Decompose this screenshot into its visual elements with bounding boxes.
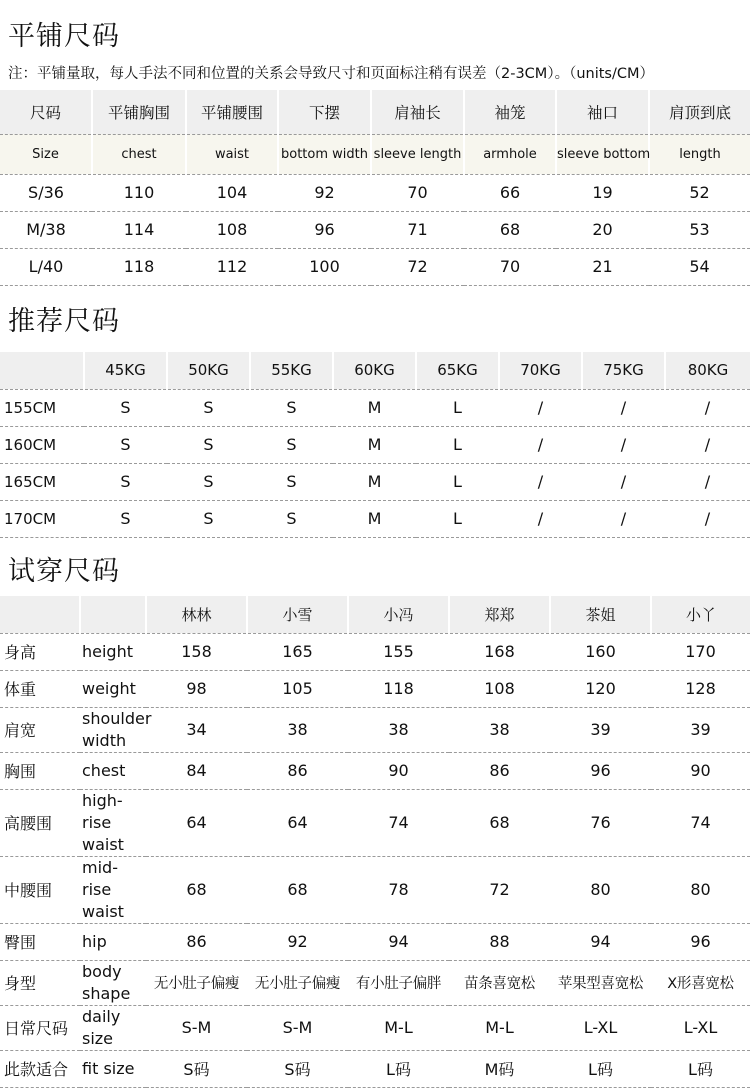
table-cell: 70 (371, 174, 464, 211)
table-cell: 94 (348, 923, 449, 960)
table-cell: 66 (464, 174, 556, 211)
table-row (0, 500, 750, 537)
table-cell: 108 (449, 670, 550, 707)
header-cell: 60KG (333, 352, 416, 389)
row-label-en: chest (80, 752, 146, 789)
header-cell: 小雪 (247, 596, 348, 633)
table-cell: M-L (449, 1005, 550, 1050)
table-cell: S/36 (0, 174, 92, 211)
header-cell (0, 596, 80, 633)
header-cell: 65KG (416, 352, 499, 389)
measurement-note: 注：平铺量取，每人手法不同和位置的关系会导致尺寸和页面标注稍有误差（2-3CM）。（units/CM） (8, 66, 654, 82)
table-cell: / (665, 500, 750, 537)
table-cell: L (416, 426, 499, 463)
table-row (0, 923, 750, 960)
table-cell: L (416, 500, 499, 537)
table-cell: 114 (92, 211, 186, 248)
table-cell: 94 (550, 923, 651, 960)
size-section-title: 平铺尺码 (8, 21, 120, 52)
header-cell: sleeve bottom (556, 134, 649, 174)
table-cell: S (84, 500, 167, 537)
table-row (0, 752, 750, 789)
table-cell: 苹果型喜宽松 (550, 960, 651, 1005)
table-cell: 128 (651, 670, 750, 707)
table-cell: 76 (550, 789, 651, 856)
table-row (0, 211, 750, 248)
table-cell: L码 (651, 1050, 750, 1087)
tryon-size-table (0, 596, 750, 1088)
table-cell: 71 (371, 211, 464, 248)
table-cell: 20 (556, 211, 649, 248)
table-cell: 68 (247, 856, 348, 923)
recommend-section-title: 推荐尺码 (8, 306, 120, 337)
header-cell: 林林 (146, 596, 247, 633)
header-cell: Size (0, 134, 92, 174)
table-cell: 68 (464, 211, 556, 248)
row-label: 170CM (0, 500, 84, 537)
header-cell (0, 352, 84, 389)
table-cell: / (499, 500, 582, 537)
table-cell: / (499, 389, 582, 426)
header-cell: 平铺胸围 (92, 90, 186, 134)
table-cell: L (416, 463, 499, 500)
table-cell: 34 (146, 707, 247, 752)
table-cell: 155 (348, 633, 449, 670)
table-row (0, 856, 750, 923)
table-cell: S (250, 463, 333, 500)
table-cell: 108 (186, 211, 278, 248)
table-cell: 105 (247, 670, 348, 707)
table-cell: 84 (146, 752, 247, 789)
table-cell: 39 (550, 707, 651, 752)
table-cell: 86 (146, 923, 247, 960)
row-label-en: shoulder width (80, 707, 146, 752)
table-cell: 68 (146, 856, 247, 923)
table-cell: 53 (649, 211, 750, 248)
table-cell: S (250, 500, 333, 537)
table-cell: S (167, 426, 250, 463)
table-cell: 92 (247, 923, 348, 960)
table-row (0, 1050, 750, 1087)
row-label-cn: 此款适合 (0, 1050, 80, 1087)
table-cell: 168 (449, 633, 550, 670)
table-cell: M (333, 500, 416, 537)
row-label-cn: 身型 (0, 960, 80, 1005)
table-cell: 无小肚子偏瘦 (247, 960, 348, 1005)
table-cell: 86 (449, 752, 550, 789)
table-cell: L-XL (550, 1005, 651, 1050)
table-row (0, 670, 750, 707)
table-cell: 118 (348, 670, 449, 707)
header-cell: waist (186, 134, 278, 174)
table-cell: 78 (348, 856, 449, 923)
table-cell: L/40 (0, 248, 92, 285)
table-cell: 118 (92, 248, 186, 285)
header-cell: bottom width (278, 134, 371, 174)
header-cell: 郑郑 (449, 596, 550, 633)
header-cell: 茶姐 (550, 596, 651, 633)
table-cell: 72 (449, 856, 550, 923)
table-cell: S-M (146, 1005, 247, 1050)
table-cell: / (582, 500, 665, 537)
flat-size-table (0, 90, 750, 286)
table-cell: 86 (247, 752, 348, 789)
table-header-row-en (0, 134, 750, 174)
table-cell: S (250, 389, 333, 426)
header-cell: 45KG (84, 352, 167, 389)
table-row (0, 960, 750, 1005)
table-cell: 98 (146, 670, 247, 707)
table-cell: / (665, 389, 750, 426)
table-cell: 80 (550, 856, 651, 923)
table-row (0, 248, 750, 285)
row-label-cn: 臀围 (0, 923, 80, 960)
header-cell: 80KG (665, 352, 750, 389)
row-label-en: hip (80, 923, 146, 960)
table-cell: 112 (186, 248, 278, 285)
table-cell: M (333, 426, 416, 463)
table-cell: M (333, 463, 416, 500)
table-row (0, 707, 750, 752)
row-label-en: high-rise waist (80, 789, 146, 856)
table-cell: 64 (247, 789, 348, 856)
table-cell: / (665, 426, 750, 463)
table-cell: 96 (550, 752, 651, 789)
header-cell: 小丫 (651, 596, 750, 633)
header-cell: 70KG (499, 352, 582, 389)
row-label: 160CM (0, 426, 84, 463)
row-label-en: weight (80, 670, 146, 707)
header-cell: chest (92, 134, 186, 174)
row-label-cn: 胸围 (0, 752, 80, 789)
table-row (0, 426, 750, 463)
table-header-row (0, 596, 750, 633)
header-cell: length (649, 134, 750, 174)
table-cell: 无小肚子偏瘦 (146, 960, 247, 1005)
header-cell: 袖口 (556, 90, 649, 134)
table-cell: 80 (651, 856, 750, 923)
header-cell: 肩袖长 (371, 90, 464, 134)
table-cell: 100 (278, 248, 371, 285)
table-header-row-cn (0, 90, 750, 134)
table-row (0, 389, 750, 426)
header-cell: 肩顶到底 (649, 90, 750, 134)
table-cell: S码 (247, 1050, 348, 1087)
table-cell: 74 (651, 789, 750, 856)
row-label-en: body shape (80, 960, 146, 1005)
row-label-cn: 高腰围 (0, 789, 80, 856)
table-cell: / (499, 426, 582, 463)
row-label-cn: 中腰围 (0, 856, 80, 923)
table-cell: 160 (550, 633, 651, 670)
header-cell: 75KG (582, 352, 665, 389)
header-cell (80, 596, 146, 633)
table-cell: 90 (348, 752, 449, 789)
table-cell: 54 (649, 248, 750, 285)
row-label-cn: 肩宽 (0, 707, 80, 752)
table-cell: S (84, 389, 167, 426)
table-cell: 38 (449, 707, 550, 752)
table-cell: 158 (146, 633, 247, 670)
table-cell: 96 (278, 211, 371, 248)
table-cell: 有小肚子偏胖 (348, 960, 449, 1005)
header-cell: sleeve length (371, 134, 464, 174)
row-label-en: fit size (80, 1050, 146, 1087)
header-cell: 55KG (250, 352, 333, 389)
table-cell: 72 (371, 248, 464, 285)
row-label-en: mid-rise waist (80, 856, 146, 923)
table-cell: L码 (348, 1050, 449, 1087)
table-cell: L-XL (651, 1005, 750, 1050)
row-label: 165CM (0, 463, 84, 500)
table-cell: S (167, 463, 250, 500)
table-cell: 90 (651, 752, 750, 789)
table-cell: 68 (449, 789, 550, 856)
table-cell: L码 (550, 1050, 651, 1087)
table-cell: M/38 (0, 211, 92, 248)
table-cell: S (250, 426, 333, 463)
table-header-row (0, 352, 750, 389)
table-cell: M-L (348, 1005, 449, 1050)
row-label-cn: 体重 (0, 670, 80, 707)
header-cell: 尺码 (0, 90, 92, 134)
table-cell: M (333, 389, 416, 426)
row-label: 155CM (0, 389, 84, 426)
header-cell: 50KG (167, 352, 250, 389)
table-cell: 96 (651, 923, 750, 960)
table-cell: 39 (651, 707, 750, 752)
row-label-cn: 身高 (0, 633, 80, 670)
table-cell: S (167, 389, 250, 426)
table-row (0, 633, 750, 670)
table-cell: L (416, 389, 499, 426)
row-label-en: height (80, 633, 146, 670)
table-cell: S-M (247, 1005, 348, 1050)
table-row (0, 789, 750, 856)
row-label-en: daily size (80, 1005, 146, 1050)
table-cell: 21 (556, 248, 649, 285)
header-cell: armhole (464, 134, 556, 174)
table-cell: 165 (247, 633, 348, 670)
header-cell: 袖笼 (464, 90, 556, 134)
table-cell: 64 (146, 789, 247, 856)
table-cell: 38 (348, 707, 449, 752)
table-cell: / (582, 389, 665, 426)
table-row (0, 174, 750, 211)
table-cell: 120 (550, 670, 651, 707)
header-cell: 平铺腰围 (186, 90, 278, 134)
table-cell: S (167, 500, 250, 537)
table-row (0, 1005, 750, 1050)
recommend-size-table (0, 352, 750, 538)
table-cell: M码 (449, 1050, 550, 1087)
table-cell: S (84, 463, 167, 500)
table-cell: 52 (649, 174, 750, 211)
table-cell: / (499, 463, 582, 500)
table-cell: 70 (464, 248, 556, 285)
header-cell: 下摆 (278, 90, 371, 134)
table-cell: / (665, 463, 750, 500)
table-cell: 170 (651, 633, 750, 670)
table-cell: 92 (278, 174, 371, 211)
table-cell: 19 (556, 174, 649, 211)
table-cell: X形喜宽松 (651, 960, 750, 1005)
table-cell: S码 (146, 1050, 247, 1087)
table-cell: 74 (348, 789, 449, 856)
table-cell: 苗条喜宽松 (449, 960, 550, 1005)
table-cell: 88 (449, 923, 550, 960)
table-cell: 38 (247, 707, 348, 752)
header-cell: 小冯 (348, 596, 449, 633)
table-row (0, 463, 750, 500)
table-cell: S (84, 426, 167, 463)
table-cell: 110 (92, 174, 186, 211)
table-cell: / (582, 426, 665, 463)
tryon-section-title: 试穿尺码 (8, 556, 120, 587)
table-cell: 104 (186, 174, 278, 211)
row-label-cn: 日常尺码 (0, 1005, 80, 1050)
table-cell: / (582, 463, 665, 500)
